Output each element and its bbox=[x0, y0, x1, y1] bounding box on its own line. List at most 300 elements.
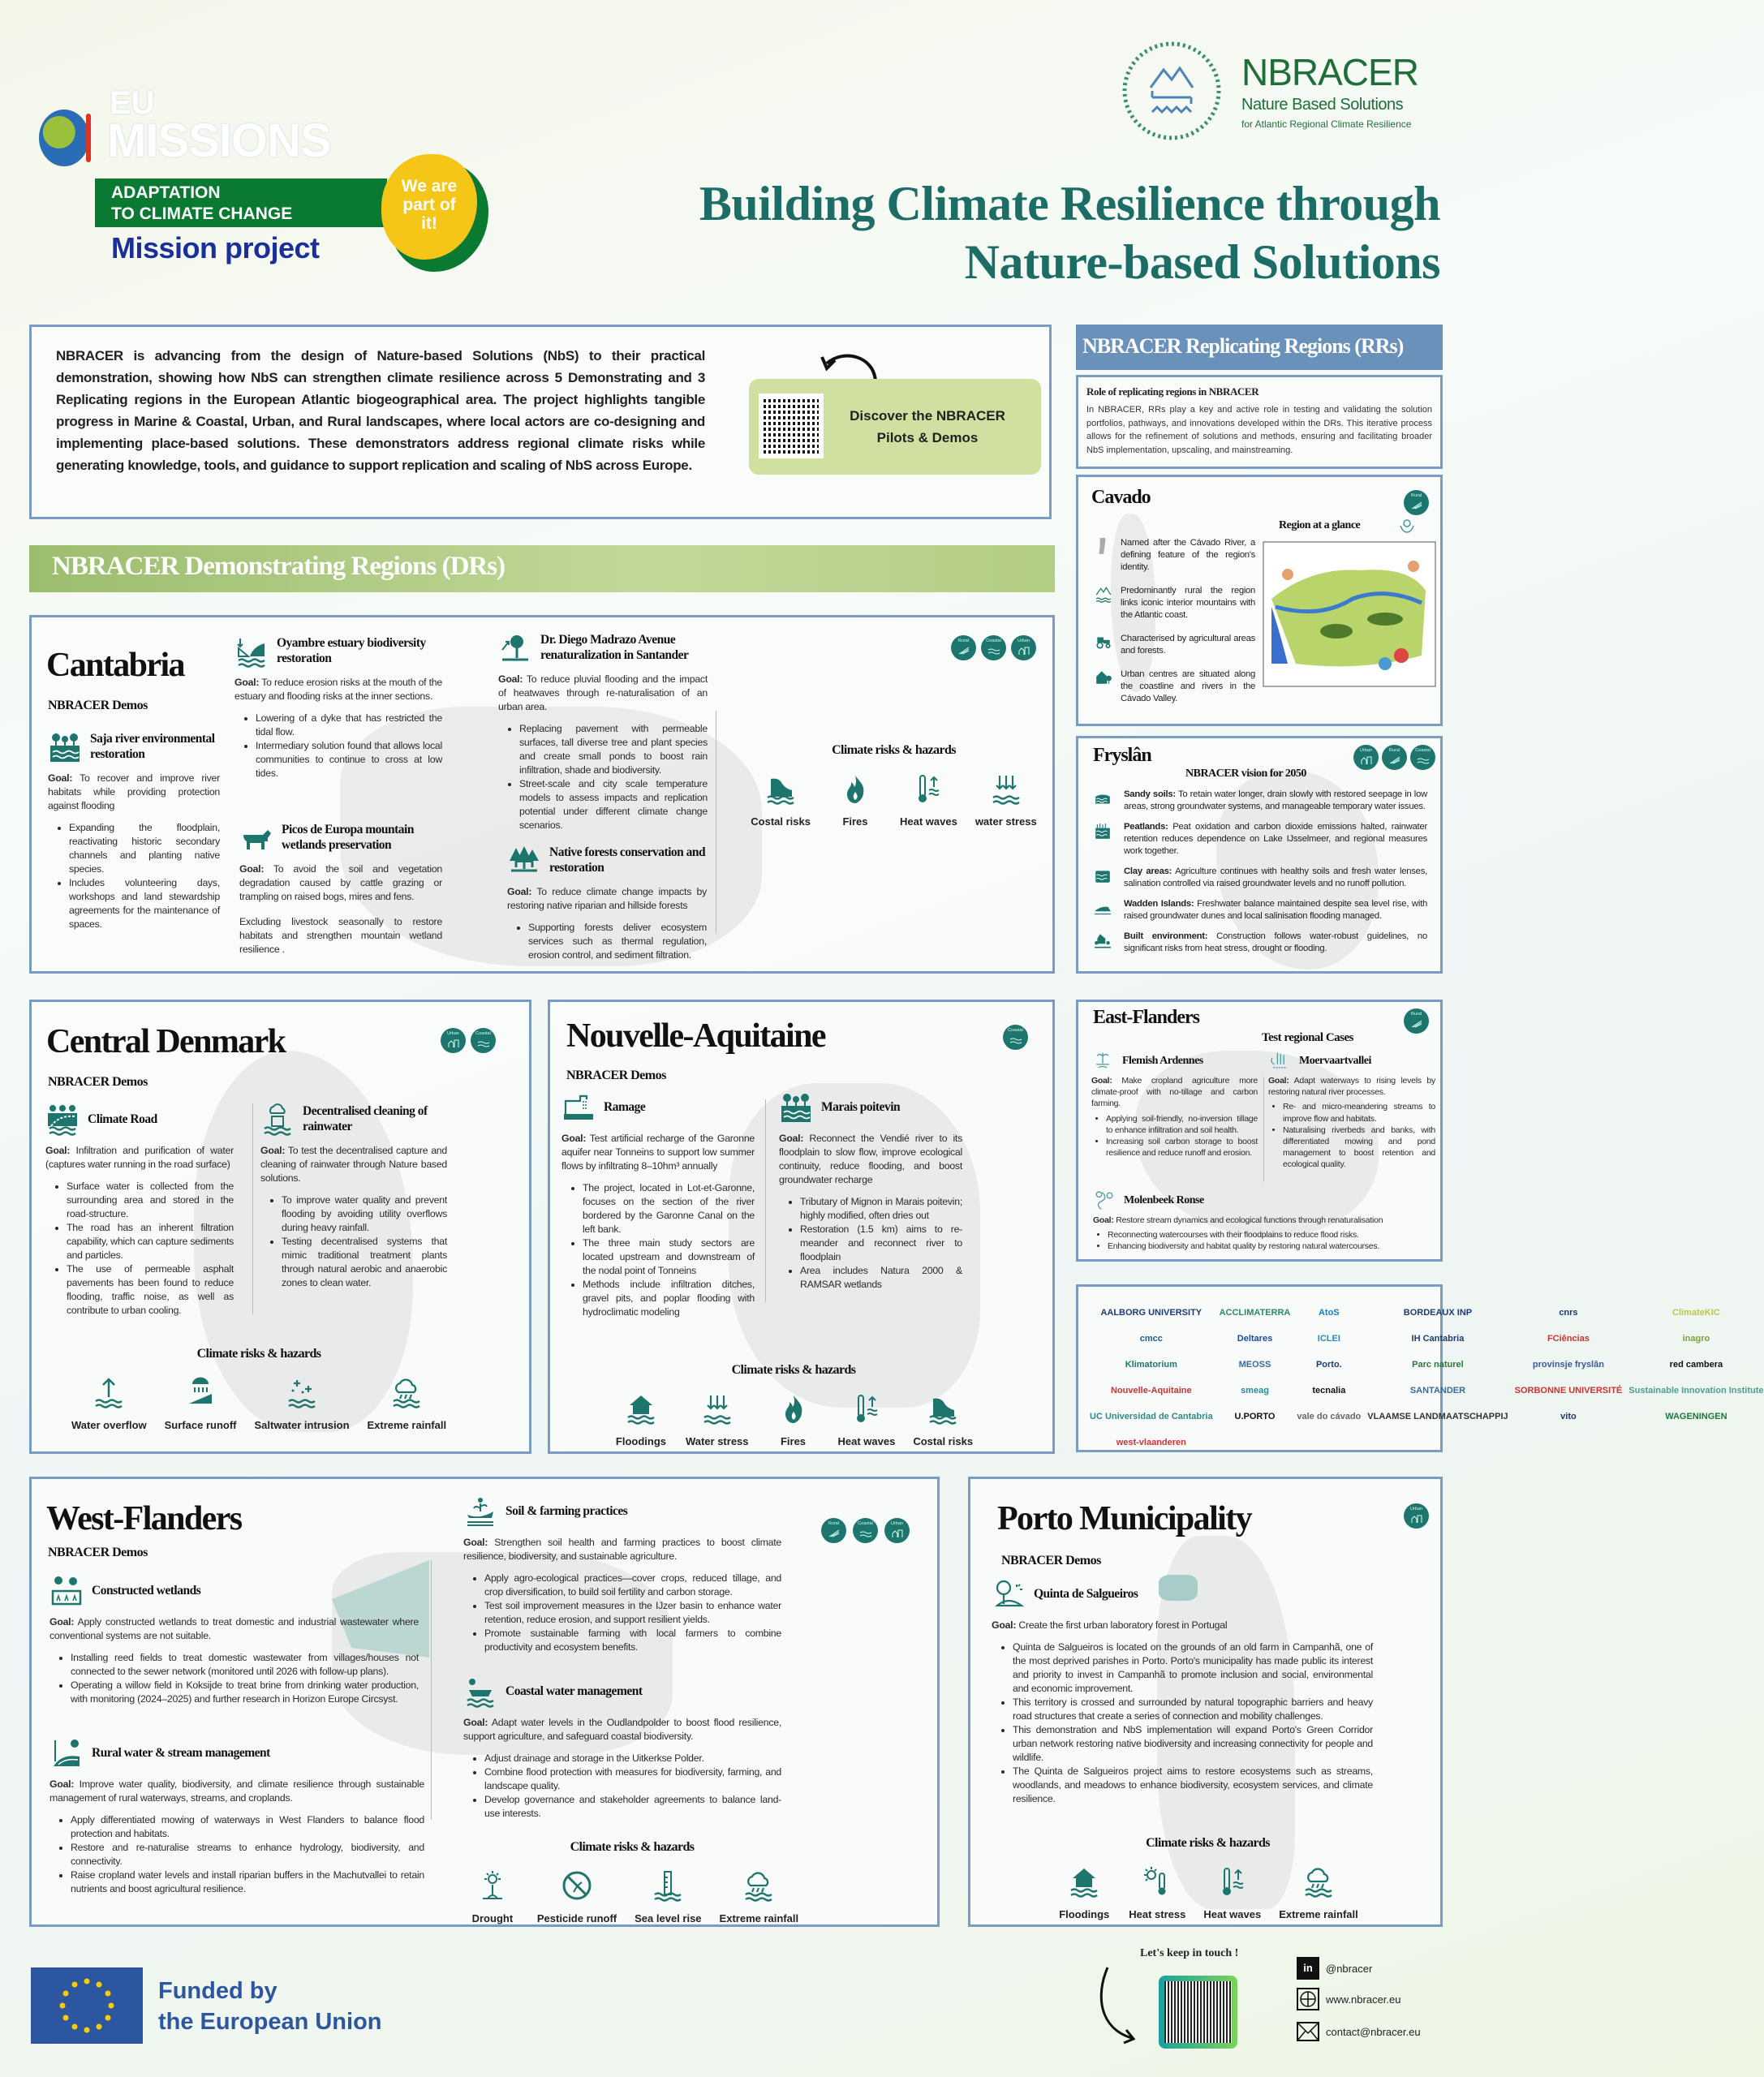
bullet-item: • Operating a willow field in Koksijde to treat brine from drinking water production, with monitoring (2024–2025) and further research in Horizon Europe Circsyst. bbox=[71, 1679, 419, 1706]
demo-goal bbox=[1091, 1075, 1258, 1110]
discover-text: Discover the NBRACER Pilots & Demos bbox=[850, 408, 1005, 445]
badge-label: Rural bbox=[1410, 1012, 1422, 1017]
demo-goal bbox=[49, 1615, 419, 1643]
bullet-item: • Combine flood protection with measures for biodiversity, farming, and landscape quality. bbox=[484, 1765, 781, 1793]
island-icon bbox=[1093, 898, 1112, 922]
goal-label: Goal: bbox=[1091, 1076, 1112, 1086]
landscape-badges bbox=[1404, 490, 1429, 515]
bullet-item: • Re- and micro-meandering streams to improve flow and habitats. bbox=[1283, 1101, 1435, 1124]
hazards-row bbox=[32, 1376, 486, 1431]
region-at-glance-title: Region at a glance bbox=[1279, 519, 1361, 531]
bullet-list bbox=[779, 1195, 962, 1292]
bullet-item: • The use of permeable asphalt pavements has been found to reduce flooding, traffic noise, as well as contribute to urban cooling. bbox=[67, 1262, 234, 1318]
hazards-title: Climate risks & hazards bbox=[570, 1840, 695, 1854]
badge-text: We are part of it! bbox=[401, 177, 458, 234]
goal-label: Goal: bbox=[779, 1133, 804, 1144]
partner-logo: tecnalia bbox=[1312, 1386, 1346, 1395]
region-title: Central Denmark bbox=[46, 1023, 286, 1060]
bullet-list bbox=[260, 1193, 447, 1290]
badge-label: Rural bbox=[957, 639, 970, 643]
hazard-label: Extreme rainfall bbox=[719, 1912, 799, 1924]
peat-icon bbox=[1093, 821, 1112, 845]
fire-icon bbox=[838, 772, 872, 809]
region-title: Nouvelle-Aquitaine bbox=[566, 1017, 825, 1055]
hazard-item bbox=[838, 1392, 896, 1447]
goal-label: Goal: bbox=[1093, 1215, 1114, 1225]
hazard-label: Extreme rainfall bbox=[367, 1419, 447, 1431]
demo-title: Picos de Europa mountain wetlands preservation bbox=[282, 823, 414, 852]
thermometer-icon bbox=[86, 114, 91, 162]
demo-note: Excluding livestock seasonally to restore habitats and strengthen mountain wetland resilience . bbox=[239, 915, 442, 955]
hazard-label: Heat stress bbox=[1129, 1908, 1186, 1920]
intro-box bbox=[29, 325, 1052, 519]
goal-text: To test the decentralised capture and cleaning of rainwater through Nature based solutions. bbox=[260, 1145, 447, 1184]
fact-text: Urban centres are situated along the coastline and rivers in the Cávado Valley. bbox=[1121, 669, 1255, 704]
badge-label: Coastal bbox=[858, 1521, 873, 1526]
vision-title: NBRACER vision for 2050 bbox=[1185, 768, 1306, 780]
partner-logo: Porto. bbox=[1315, 1360, 1342, 1370]
partner-logo: WAGENINGEN bbox=[1665, 1412, 1727, 1421]
landscape-badges bbox=[1353, 745, 1435, 770]
bullet-item: • Includes volunteering days, workshops and land stewardship agreements for the maintenance of spaces. bbox=[69, 876, 220, 931]
landscape-badge-rural bbox=[951, 635, 976, 660]
demo-block bbox=[1093, 1190, 1437, 1253]
demo-goal bbox=[498, 673, 708, 714]
sea-level-icon bbox=[651, 1869, 685, 1906]
partner-logo: Deltares bbox=[1237, 1334, 1273, 1344]
region-title: Cantabria bbox=[46, 647, 184, 684]
linkedin-handle[interactable]: @nbracer bbox=[1326, 1962, 1373, 1975]
landscape-badge-urban bbox=[1011, 635, 1036, 660]
bullet-item: • Reconnecting watercourses with their floodplains to reduce flood risks. bbox=[1108, 1229, 1437, 1241]
adaptation-line2: TO CLIMATE CHANGE bbox=[111, 204, 293, 223]
cavado-facts bbox=[1095, 537, 1255, 716]
hazard-item bbox=[900, 772, 957, 828]
partner-logo: ICLEI bbox=[1317, 1334, 1340, 1344]
demo-block bbox=[234, 635, 442, 780]
demo-title: Flemish Ardennes bbox=[1122, 1054, 1203, 1067]
globe-icon bbox=[39, 110, 89, 166]
bullet-list bbox=[1091, 1113, 1258, 1159]
vision-label: Wadden Islands: bbox=[1124, 899, 1194, 909]
demo-goal bbox=[260, 1144, 447, 1185]
hazard-item bbox=[466, 1869, 519, 1924]
demos-label: NBRACER Demos bbox=[48, 699, 148, 712]
climate-hazards bbox=[550, 1363, 1037, 1447]
stream-icon bbox=[49, 1737, 84, 1770]
goal-label: Goal: bbox=[260, 1145, 286, 1156]
bullet-item: • Raise cropland water levels and install riparian buffers in the Machutvallei to retain nutrients and boost agricultural resilience. bbox=[71, 1868, 424, 1896]
badge-label: Rural bbox=[828, 1521, 840, 1526]
landscape-badge-coastal bbox=[471, 1028, 496, 1053]
demo-title: Dr. Diego Madrazo Avenue renaturalization in Santander bbox=[540, 633, 689, 662]
hazards-title: Climate risks & hazards bbox=[1146, 1836, 1270, 1850]
bullet-list bbox=[463, 1752, 781, 1821]
demo-block bbox=[239, 822, 442, 957]
demo-goal bbox=[1093, 1215, 1437, 1226]
demo-goal bbox=[45, 1144, 234, 1172]
vision-description: Construction follows water-robust guidelines, no significant risks from heat stress, drought or flooding. bbox=[1124, 931, 1427, 954]
demo-goal bbox=[234, 676, 442, 703]
rural-icon bbox=[1410, 507, 1423, 512]
bullet-list bbox=[561, 1181, 755, 1319]
badge-label: Rural bbox=[1388, 748, 1400, 753]
hazard-label: Floodings bbox=[615, 1435, 666, 1447]
region-title: West-Flanders bbox=[46, 1500, 242, 1537]
landscape-badges bbox=[1404, 1503, 1429, 1529]
column-divider bbox=[1263, 1077, 1264, 1182]
demo-goal bbox=[779, 1132, 962, 1187]
reeds-icon bbox=[1268, 1051, 1291, 1072]
goal-label: Goal: bbox=[49, 1778, 75, 1790]
badge-label: Urban bbox=[1018, 639, 1030, 643]
contact-qr-code[interactable] bbox=[1159, 1976, 1237, 2049]
vision-label: Sandy soils: bbox=[1124, 789, 1176, 799]
landscape-badge-urban bbox=[1353, 745, 1379, 770]
goal-text: To reduce erosion risks at the mouth of the estuary and flooding risks at the inner sections. bbox=[234, 677, 442, 702]
nbracer-logo bbox=[1120, 39, 1444, 144]
partner-logo: AtoS bbox=[1318, 1308, 1340, 1318]
rain-icon bbox=[1301, 1865, 1336, 1902]
bullet-item: • The three main study sectors are located upstream and downstream of the nodal point of Tonneins bbox=[583, 1236, 755, 1278]
partner-logo: UC Universidad de Cantabria bbox=[1090, 1412, 1213, 1421]
urban-icon bbox=[1018, 652, 1030, 657]
adaptation-box bbox=[95, 178, 387, 227]
demo-title: Quinta de Salgueiros bbox=[1034, 1586, 1138, 1601]
bullet-item: • Applying soil-friendly, no-inversion tillage to enhance infiltration and soil health. bbox=[1106, 1113, 1258, 1136]
partner-logo: VLAAMSE LANDMAATSCHAPPIJ bbox=[1367, 1412, 1508, 1421]
demo-title: Ramage bbox=[604, 1099, 646, 1114]
bullet-list bbox=[992, 1641, 1373, 1806]
goal-text: Reconnect the Vendié river to its floodplain to slow flow, improve ecological continuity, reduce flooding, and boost groundwater recharge bbox=[779, 1133, 962, 1185]
badge-label: Coastal bbox=[1415, 748, 1431, 753]
contact-list bbox=[1297, 1954, 1421, 2048]
climate-hazards bbox=[32, 1347, 486, 1431]
bullet-item: • Apply agro-ecological practices—cover crops, reduced tillage, and crop diversification, to build soil fertility and carbon storage. bbox=[484, 1572, 781, 1599]
heat-icon bbox=[850, 1392, 884, 1429]
linkedin-icon[interactable]: in bbox=[1297, 1957, 1319, 1980]
goal-label: Goal: bbox=[507, 886, 532, 897]
partner-logo: red cambera bbox=[1669, 1360, 1723, 1370]
vision-description: Peat oxidation and carbon dioxide emissions halted, rainwater retention reduces dependence on Lake IJsselmeer, and regional measures work together. bbox=[1124, 822, 1427, 857]
goal-label: Goal: bbox=[45, 1145, 71, 1156]
curved-arrow-icon bbox=[1095, 1963, 1144, 2045]
hazard-label: Costal risks bbox=[913, 1435, 974, 1447]
region-title: East-Flanders bbox=[1093, 1007, 1199, 1028]
vision-item bbox=[1093, 898, 1427, 922]
bullet-item: • Apply differentiated mowing of waterways in West Flanders to balance flood protection and habitats. bbox=[71, 1813, 424, 1841]
goal-label: Goal: bbox=[48, 772, 73, 784]
demo-block bbox=[49, 1575, 419, 1706]
coastal-icon bbox=[987, 652, 1000, 657]
region-fryslan bbox=[1076, 736, 1443, 974]
climate-hazards bbox=[970, 1836, 1445, 1920]
demo-header bbox=[48, 731, 220, 763]
badge-label: Coastal bbox=[986, 639, 1001, 643]
demo-goal bbox=[49, 1778, 424, 1805]
urban-icon bbox=[891, 1535, 904, 1540]
region-title: Fryslân bbox=[1093, 745, 1151, 766]
demo-block bbox=[1091, 1051, 1258, 1159]
fact-item bbox=[1095, 669, 1255, 705]
bullet-item: • Adjust drainage and storage in the Uitkerkse Polder. bbox=[484, 1752, 781, 1765]
fact-item bbox=[1095, 537, 1255, 574]
title-line1: Building Climate Resilience through bbox=[699, 177, 1440, 230]
partner-logo: west-vlaanderen bbox=[1116, 1438, 1186, 1447]
demo-header bbox=[1093, 1190, 1437, 1211]
landscape-badge-rural bbox=[1382, 745, 1407, 770]
demo-goal bbox=[239, 862, 442, 904]
climate-hazards bbox=[454, 1840, 811, 1924]
bullet-list bbox=[49, 1651, 419, 1706]
demo-goal bbox=[1268, 1075, 1435, 1098]
portugal-map-icon bbox=[1095, 537, 1112, 559]
nbracer-emblem-icon bbox=[1120, 39, 1224, 143]
goal-label: Goal: bbox=[234, 677, 260, 688]
landscape-badges bbox=[1003, 1025, 1028, 1050]
demo-block bbox=[463, 1675, 781, 1821]
demo-block bbox=[507, 845, 707, 962]
bullet-item: • Enhancing biodiversity and habitat quality by restoring natural watercourses. bbox=[1108, 1241, 1437, 1252]
cow-icon bbox=[239, 822, 273, 854]
vision-description: Agriculture continues with healthy soils and fresh water lenses, salination controlled via raised groundwater levels and no runoff pollution. bbox=[1124, 866, 1428, 889]
bullet-item: • Area includes Natura 2000 & RAMSAR wetlands bbox=[800, 1264, 962, 1292]
wetland-icon bbox=[49, 1575, 84, 1607]
demo-goal bbox=[992, 1619, 1373, 1632]
demo-goal bbox=[561, 1132, 755, 1173]
bullet-item: • This territory is crossed and surrounded by natural topographic barriers and heavy road structures that create a series of connection and mobility challenges. bbox=[1013, 1696, 1373, 1723]
partner-logo: vale do cávado bbox=[1297, 1412, 1362, 1421]
hazard-item bbox=[71, 1376, 147, 1431]
goal-text: Strengthen soil health and farming practices to boost climate resilience, biodiversity, and sustainable agriculture. bbox=[463, 1537, 781, 1562]
rain-icon bbox=[742, 1869, 776, 1906]
fact-text: Predominantly rural the region links iconic interior mountains with the Atlantic coast. bbox=[1121, 586, 1255, 621]
demo-block bbox=[779, 1091, 962, 1292]
goal-text: Improve water quality, biodiversity, and climate resilience through sustainable management of rural waterways, streams, and croplands. bbox=[49, 1778, 425, 1804]
partner-logo: ACCLIMATERRA bbox=[1219, 1308, 1291, 1318]
demo-goal bbox=[507, 885, 707, 913]
partner-logo: smeag bbox=[1241, 1386, 1269, 1395]
demos-label: NBRACER Demos bbox=[1001, 1554, 1101, 1567]
dr-banner bbox=[29, 545, 1055, 592]
bullet-item: • Tributary of Mignon in Marais poitevin; highly modified, often dries out bbox=[800, 1195, 962, 1223]
demo-header bbox=[234, 635, 442, 668]
goal-label: Goal: bbox=[463, 1717, 488, 1728]
funded-by-eu bbox=[158, 1976, 382, 2037]
bullet-list bbox=[498, 722, 708, 832]
river-trees-icon bbox=[779, 1091, 813, 1124]
goal-text: Adapt water levels in the Oudlandpolder to boost flood resilience, support agriculture, and safeguard coastal biodiversity. bbox=[463, 1717, 781, 1742]
website-link[interactable]: www.nbracer.eu bbox=[1326, 1993, 1401, 2006]
tree-sun-icon bbox=[992, 1578, 1026, 1610]
hazard-item bbox=[254, 1376, 349, 1431]
demo-title: Coastal water management bbox=[506, 1684, 643, 1698]
goal-text: To reduce climate change impacts by restoring native riparian and hillside forests bbox=[507, 886, 707, 911]
landscape-badge-coastal bbox=[1003, 1025, 1028, 1050]
demo-block bbox=[260, 1103, 447, 1290]
sand-icon bbox=[1093, 789, 1112, 812]
soil-hand-icon bbox=[463, 1495, 497, 1528]
bullet-item: • Test soil improvement measures in the IJzer basin to enhance water retention, reduce erosion, and support resilient yields. bbox=[484, 1599, 781, 1627]
built-icon bbox=[1093, 931, 1112, 954]
dr-banner-title: NBRACER Demonstrating Regions (DRs) bbox=[52, 552, 506, 581]
tap-icon bbox=[561, 1091, 596, 1124]
bullet-list bbox=[48, 821, 220, 931]
goal-text: Infiltration and purification of water (captures water running in the road surface) bbox=[45, 1145, 234, 1170]
heat-icon bbox=[911, 772, 945, 809]
hazard-item bbox=[1203, 1865, 1261, 1920]
goal-text: Create the first urban laboratory forest in Portugal bbox=[1018, 1619, 1228, 1631]
hazard-label: Fires bbox=[842, 815, 868, 828]
partners-logos bbox=[1076, 1284, 1764, 1452]
partner-logo: MEOSS bbox=[1238, 1360, 1271, 1370]
region-cantabria bbox=[29, 615, 1055, 974]
vision-description: Freshwater balance maintained despite sea level rise, with raised groundwater dunes and local salinisation flooding managed. bbox=[1124, 899, 1428, 922]
nbracer-wordmark: NBRACER bbox=[1241, 51, 1418, 93]
hazards-title: Climate risks & hazards bbox=[196, 1347, 321, 1361]
column-divider bbox=[431, 1560, 432, 1820]
goal-text: Restore stream dynamics and ecological functions through renaturalisation bbox=[1116, 1215, 1383, 1225]
demo-goal bbox=[48, 772, 220, 813]
landscape-badge-rural bbox=[1404, 490, 1429, 515]
rr-banner-title: NBRACER Replicating Regions (RRs) bbox=[1082, 334, 1404, 358]
demo-block bbox=[498, 632, 708, 832]
partner-logo: cnrs bbox=[1559, 1308, 1578, 1318]
road-icon bbox=[45, 1103, 80, 1136]
hazard-label: Water overflow bbox=[71, 1419, 147, 1431]
goal-label: Goal: bbox=[498, 673, 523, 685]
bullet-item: • Testing decentralised systems that mimic traditional treatment plants through natural aerobic and anaerobic zones to clean water. bbox=[282, 1235, 447, 1290]
badge-label: Urban bbox=[891, 1521, 903, 1526]
partner-logo: U.PORTO bbox=[1234, 1412, 1276, 1421]
hazard-label: Extreme rainfall bbox=[1279, 1908, 1358, 1920]
sprout-icon bbox=[1091, 1051, 1114, 1072]
demo-header bbox=[779, 1091, 962, 1124]
email-link[interactable]: contact@nbracer.eu bbox=[1326, 2025, 1421, 2038]
vision-item bbox=[1093, 931, 1427, 955]
vision-description: To retain water longer, drain slowly with restored seepage in low areas, strong groundwater systems, and manageable temporary water issues. bbox=[1124, 789, 1428, 812]
goal-label: Goal: bbox=[1268, 1076, 1289, 1086]
rural-icon bbox=[828, 1535, 841, 1540]
partner-logo: Sustainable Innovation Institute bbox=[1628, 1386, 1764, 1395]
demo-block bbox=[463, 1495, 781, 1654]
rain-filter-icon bbox=[260, 1103, 295, 1136]
partner-logo: BORDEAUX INP bbox=[1403, 1308, 1473, 1318]
hazard-item bbox=[537, 1869, 617, 1924]
hazards-title: Climate risks & hazards bbox=[832, 743, 956, 757]
bullet-list bbox=[507, 921, 707, 962]
climate-hazards bbox=[746, 743, 1042, 828]
hazard-label: Saltwater intrusion bbox=[254, 1419, 350, 1431]
demo-title: Saja river environmental restoration bbox=[90, 732, 215, 761]
bullet-list bbox=[1268, 1101, 1435, 1170]
hazard-label: Heat waves bbox=[899, 815, 957, 828]
demo-title: Decentralised cleaning of rainwater bbox=[303, 1104, 428, 1133]
landscape-badges bbox=[1404, 1008, 1429, 1034]
partner-logo: AALBORG UNIVERSITY bbox=[1100, 1308, 1203, 1318]
hazard-label: Water stress bbox=[685, 1435, 749, 1447]
coastal-icon bbox=[477, 1045, 490, 1050]
goal-label: Goal: bbox=[463, 1537, 488, 1548]
bullet-item: • The project, located in Lot-et-Garonne, focuses on the section of the river bordered by the Garonne Canal on the left bank. bbox=[583, 1181, 755, 1236]
landscape-badge-urban bbox=[441, 1028, 466, 1053]
hazard-item bbox=[1279, 1865, 1358, 1920]
landscape-badge-rural bbox=[821, 1518, 846, 1543]
hazard-item bbox=[720, 1869, 799, 1924]
vision-label: Built environment: bbox=[1124, 931, 1208, 942]
demo-title: Marais poitevin bbox=[821, 1099, 901, 1114]
forest-icon bbox=[507, 845, 541, 877]
rural-icon bbox=[957, 652, 970, 657]
goal-label: Goal: bbox=[561, 1133, 587, 1144]
hazard-item bbox=[767, 1392, 820, 1447]
hazard-item bbox=[913, 1392, 973, 1447]
water-stress-icon bbox=[989, 772, 1023, 809]
demo-block bbox=[45, 1103, 234, 1318]
landscape-badge-coastal bbox=[1410, 745, 1435, 770]
hazards-title: Climate risks & hazards bbox=[731, 1363, 856, 1377]
missions-text: MISSIONS bbox=[107, 114, 331, 167]
discover-pilots-button[interactable] bbox=[749, 379, 1041, 475]
landscape-badge-urban bbox=[1404, 1503, 1429, 1529]
region-illustration bbox=[1263, 542, 1435, 686]
partner-logo: cmcc bbox=[1139, 1334, 1163, 1344]
rr-banner bbox=[1076, 325, 1443, 370]
bullet-item: • Restore and re-naturalise streams to enhance hydrology, biodiversity, and connectivity. bbox=[71, 1841, 424, 1868]
demo-header bbox=[1268, 1051, 1435, 1072]
rural-icon bbox=[1388, 762, 1401, 767]
overflow-icon bbox=[92, 1376, 126, 1413]
goal-label: Goal: bbox=[239, 863, 265, 875]
demo-block bbox=[49, 1737, 424, 1896]
page-title bbox=[699, 174, 1440, 291]
bullet-list bbox=[45, 1180, 234, 1318]
coastal-icon bbox=[1009, 1042, 1022, 1047]
partner-logo: provinsje fryslân bbox=[1532, 1360, 1604, 1370]
hazards-row bbox=[454, 1869, 811, 1924]
test-cases-title: Test regional Cases bbox=[1262, 1031, 1354, 1044]
landscape-badges bbox=[441, 1028, 496, 1053]
badge-label: Coastal bbox=[1008, 1028, 1023, 1033]
fact-text: Named after the Cávado River, a defining feature of the region's identity. bbox=[1121, 538, 1255, 573]
demo-header bbox=[498, 632, 708, 664]
demo-header bbox=[1091, 1051, 1258, 1072]
bullet-item: • The road has an inherent filtration capability, which can capture sediments and particles. bbox=[67, 1221, 234, 1262]
urban-icon bbox=[1360, 762, 1373, 767]
landscape-badge-rural bbox=[1404, 1008, 1429, 1034]
demo-header bbox=[463, 1495, 781, 1528]
vision-text bbox=[1124, 821, 1427, 858]
hazard-item bbox=[751, 772, 811, 828]
globe-icon bbox=[1297, 1988, 1319, 2010]
keep-in-touch-label: Let's keep in touch ! bbox=[1140, 1947, 1239, 1959]
demo-title: Moervaartvallei bbox=[1299, 1054, 1371, 1067]
qr-code[interactable] bbox=[759, 393, 824, 458]
hazard-item bbox=[686, 1392, 749, 1447]
hazard-label: Sea level rise bbox=[635, 1912, 702, 1924]
hazard-label: Drought bbox=[471, 1912, 514, 1924]
hazard-label: Pesticide runoff bbox=[536, 1912, 617, 1924]
hazards-row bbox=[550, 1392, 1037, 1447]
vision-text bbox=[1124, 866, 1427, 890]
region-title: Cavado bbox=[1091, 487, 1151, 508]
funded-line1: Funded by bbox=[158, 1978, 278, 2004]
demo-header bbox=[992, 1578, 1373, 1610]
region-title: Porto Municipality bbox=[997, 1500, 1252, 1537]
rr-role-text: In NBRACER, RRs play a key and active role in testing and validating the solution portfolios, pathways, and innovations developed within the DRs. This iterative process allows for the refinement of solutions and methods, ensuring and facilitating broader NbS implementation, upscaling, and mainstreaming. bbox=[1086, 405, 1432, 455]
column-divider bbox=[765, 1099, 766, 1302]
bullet-item: • The Quinta de Salgueiros project aims to restore ecosystems such as streams, woodlands, and meadows to enhance biodiversity, ecosystem services, and climate resilience. bbox=[1013, 1765, 1373, 1806]
